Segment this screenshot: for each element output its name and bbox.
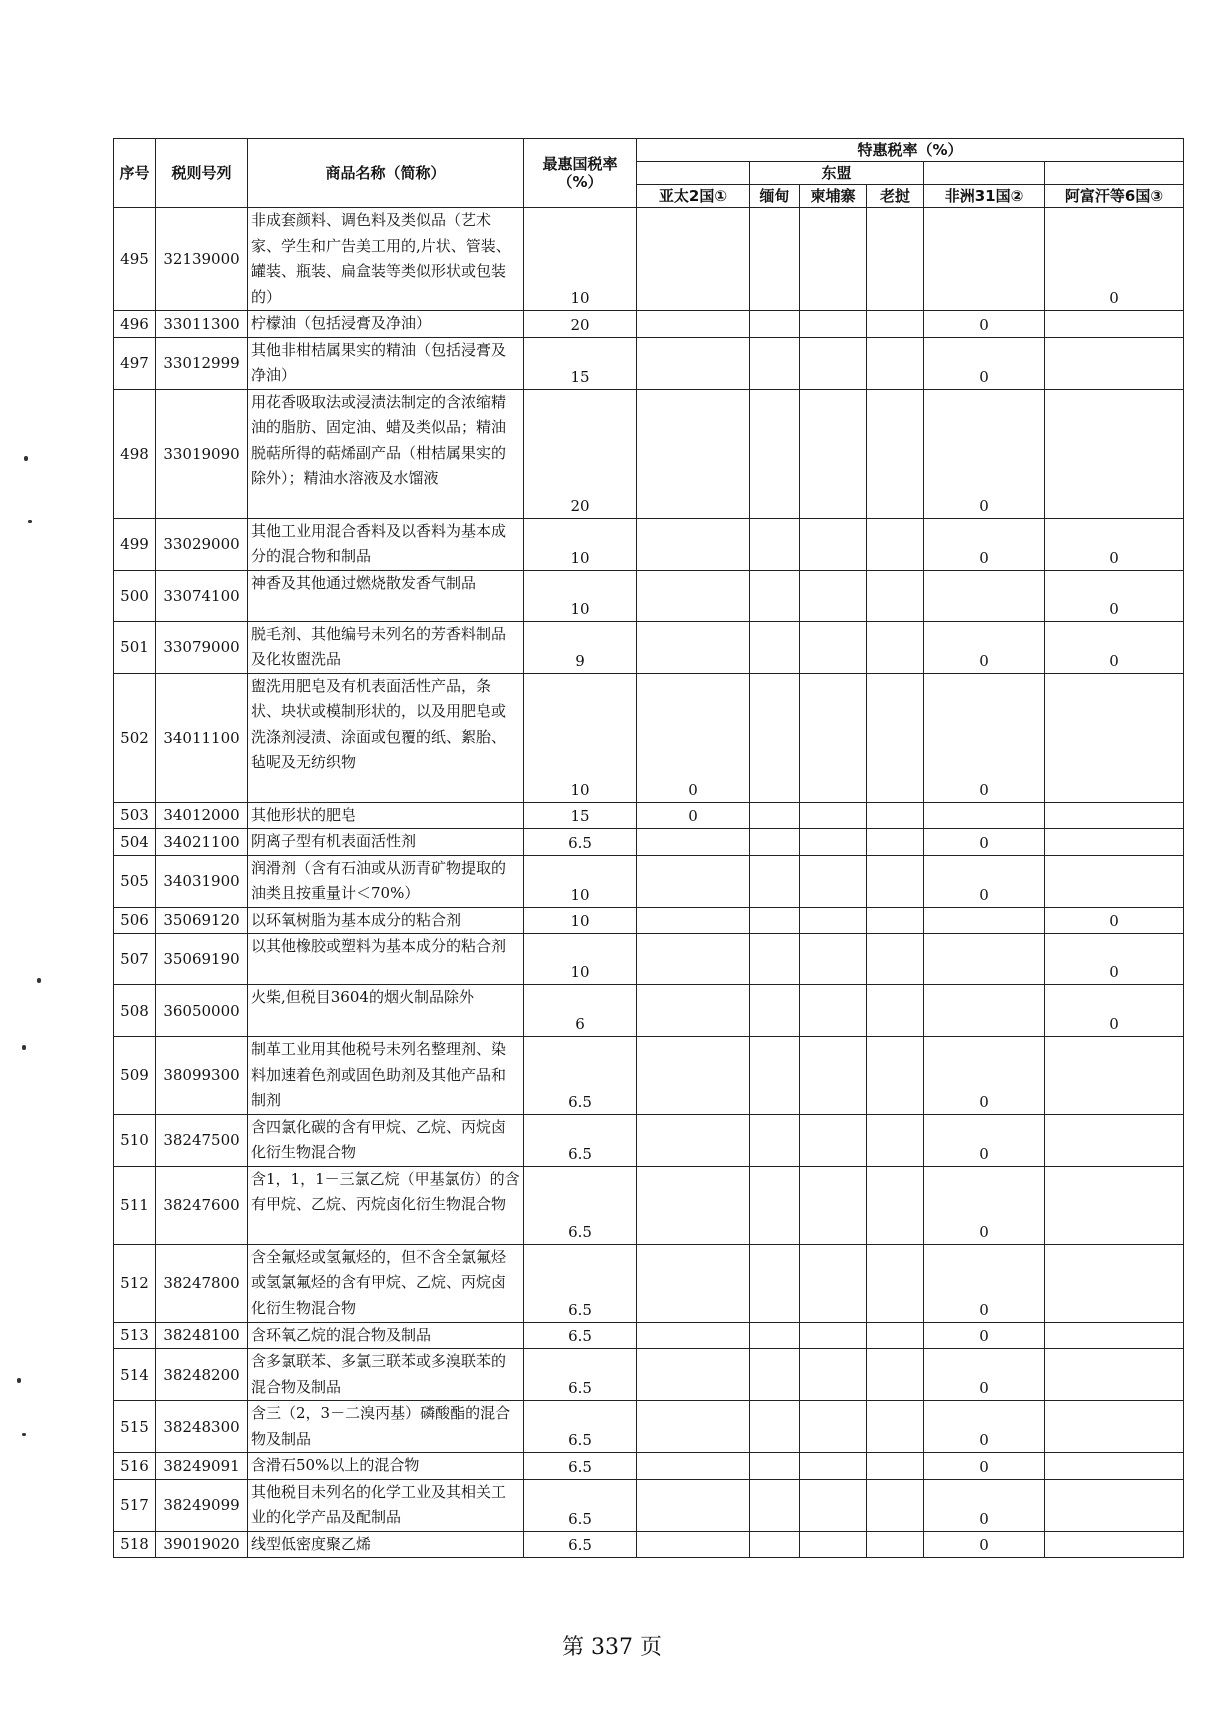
myanmar-rate <box>750 337 800 389</box>
table-row <box>114 673 1184 802</box>
myanmar-rate <box>750 1531 800 1558</box>
myanmar-rate <box>750 1401 800 1453</box>
apta-rate <box>637 1037 750 1115</box>
laos-rate <box>867 621 924 673</box>
product-name: 含滑石50%以上的混合物 <box>248 1453 524 1480</box>
mfn-rate: 6.5 <box>524 829 637 856</box>
mfn-rate: 9 <box>524 621 637 673</box>
table-row <box>114 570 1184 621</box>
row-number: 516 <box>114 1453 156 1480</box>
row-number: 511 <box>114 1166 156 1244</box>
cambodia-rate <box>800 1322 867 1349</box>
africa31-rate <box>924 907 1045 934</box>
apta-rate: 0 <box>637 802 750 829</box>
tariff-code: 38248100 <box>156 1322 248 1349</box>
afghanistan6-rate: 0 <box>1045 570 1184 621</box>
table-row <box>114 802 1184 829</box>
table-row <box>114 985 1184 1037</box>
row-number: 502 <box>114 673 156 802</box>
mfn-rate: 15 <box>524 802 637 829</box>
afghanistan6-rate <box>1045 1401 1184 1453</box>
tariff-code: 34031900 <box>156 855 248 907</box>
myanmar-rate <box>750 934 800 985</box>
laos-rate <box>867 829 924 856</box>
product-name: 含四氯化碳的含有甲烷、乙烷、丙烷卤化衍生物混合物 <box>248 1114 524 1166</box>
mfn-rate: 10 <box>524 673 637 802</box>
tariff-table <box>113 138 1184 1558</box>
row-number: 512 <box>114 1244 156 1322</box>
laos-rate <box>867 907 924 934</box>
apta-rate <box>637 1244 750 1322</box>
africa31-rate: 0 <box>924 829 1045 856</box>
mfn-rate: 6.5 <box>524 1531 637 1558</box>
laos-rate <box>867 855 924 907</box>
myanmar-rate <box>750 570 800 621</box>
afghanistan6-rate <box>1045 389 1184 518</box>
apta-rate <box>637 621 750 673</box>
laos-rate <box>867 337 924 389</box>
laos-rate <box>867 1453 924 1480</box>
africa31-rate: 0 <box>924 337 1045 389</box>
mfn-rate: 10 <box>524 570 637 621</box>
africa31-rate <box>924 570 1045 621</box>
apta-rate <box>637 311 750 338</box>
cambodia-rate <box>800 621 867 673</box>
cambodia-rate <box>800 1114 867 1166</box>
africa31-rate: 0 <box>924 518 1045 570</box>
header-col-cambodia: 柬埔寨 <box>800 185 867 208</box>
afghanistan6-rate: 0 <box>1045 907 1184 934</box>
afghanistan6-rate <box>1045 1114 1184 1166</box>
product-name: 火柴,但税目3604的烟火制品除外 <box>248 985 524 1037</box>
apta-rate <box>637 1453 750 1480</box>
header-mfn: 最惠国税率 （%） <box>524 139 637 208</box>
myanmar-rate <box>750 1166 800 1244</box>
mfn-rate: 6.5 <box>524 1166 637 1244</box>
mfn-rate: 10 <box>524 208 637 311</box>
myanmar-rate <box>750 985 800 1037</box>
cambodia-rate <box>800 855 867 907</box>
scan-speck <box>37 978 41 983</box>
myanmar-rate <box>750 208 800 311</box>
row-number: 515 <box>114 1401 156 1453</box>
afghanistan6-rate <box>1045 1322 1184 1349</box>
afghanistan6-rate <box>1045 1349 1184 1401</box>
africa31-rate: 0 <box>924 621 1045 673</box>
cambodia-rate <box>800 934 867 985</box>
tariff-code: 33019090 <box>156 389 248 518</box>
product-name: 其他工业用混合香料及以香料为基本成分的混合物和制品 <box>248 518 524 570</box>
myanmar-rate <box>750 621 800 673</box>
product-name: 非成套颜料、调色料及类似品（艺术家、学生和广告美工用的,片状、管装、罐装、瓶装、扁盒装等类似形状或包装的） <box>248 208 524 311</box>
africa31-rate <box>924 985 1045 1037</box>
cambodia-rate <box>800 1401 867 1453</box>
apta-rate <box>637 1166 750 1244</box>
tariff-code: 33029000 <box>156 518 248 570</box>
product-name: 其他非柑桔属果实的精油（包括浸膏及净油） <box>248 337 524 389</box>
mfn-rate: 10 <box>524 934 637 985</box>
tariff-code: 33012999 <box>156 337 248 389</box>
header-seq: 序号 <box>114 139 156 208</box>
afghanistan6-rate: 0 <box>1045 208 1184 311</box>
africa31-rate: 0 <box>924 311 1045 338</box>
table-row <box>114 1037 1184 1115</box>
product-name: 线型低密度聚乙烯 <box>248 1531 524 1558</box>
product-name: 神香及其他通过燃烧散发香气制品 <box>248 570 524 621</box>
tariff-code: 38249099 <box>156 1479 248 1531</box>
header-asean: 东盟 <box>750 162 924 185</box>
row-number: 497 <box>114 337 156 389</box>
laos-rate <box>867 389 924 518</box>
product-name: 以其他橡胶或塑料为基本成分的粘合剂 <box>248 934 524 985</box>
myanmar-rate <box>750 389 800 518</box>
table-header <box>114 139 1184 208</box>
myanmar-rate <box>750 802 800 829</box>
apta-rate <box>637 1531 750 1558</box>
row-number: 506 <box>114 907 156 934</box>
mfn-rate: 6 <box>524 985 637 1037</box>
product-name: 含1，1，1－三氯乙烷（甲基氯仿）的含有甲烷、乙烷、丙烷卤化衍生物混合物 <box>248 1166 524 1244</box>
row-number: 513 <box>114 1322 156 1349</box>
mfn-rate: 20 <box>524 389 637 518</box>
myanmar-rate <box>750 1244 800 1322</box>
scan-speck <box>17 1378 21 1383</box>
apta-rate <box>637 1349 750 1401</box>
mfn-rate: 6.5 <box>524 1114 637 1166</box>
mfn-rate: 10 <box>524 907 637 934</box>
africa31-rate <box>924 802 1045 829</box>
row-number: 508 <box>114 985 156 1037</box>
apta-rate <box>637 855 750 907</box>
header-col-apta: 亚太2国① <box>637 185 750 208</box>
afghanistan6-rate <box>1045 855 1184 907</box>
tariff-code: 38247800 <box>156 1244 248 1322</box>
row-number: 517 <box>114 1479 156 1531</box>
table-row <box>114 1349 1184 1401</box>
myanmar-rate <box>750 311 800 338</box>
africa31-rate: 0 <box>924 1531 1045 1558</box>
myanmar-rate <box>750 1479 800 1531</box>
tariff-code: 33074100 <box>156 570 248 621</box>
cambodia-rate <box>800 985 867 1037</box>
cambodia-rate <box>800 208 867 311</box>
table-row <box>114 1166 1184 1244</box>
africa31-rate: 0 <box>924 1244 1045 1322</box>
tariff-code: 38247500 <box>156 1114 248 1166</box>
cambodia-rate <box>800 1531 867 1558</box>
tariff-code: 35069120 <box>156 907 248 934</box>
header-code: 税则号列 <box>156 139 248 208</box>
laos-rate <box>867 1322 924 1349</box>
africa31-rate: 0 <box>924 855 1045 907</box>
africa31-rate: 0 <box>924 1166 1045 1244</box>
laos-rate <box>867 985 924 1037</box>
tariff-code: 36050000 <box>156 985 248 1037</box>
row-number: 504 <box>114 829 156 856</box>
mfn-rate: 10 <box>524 855 637 907</box>
tariff-code: 38247600 <box>156 1166 248 1244</box>
tariff-code: 34011100 <box>156 673 248 802</box>
laos-rate <box>867 1114 924 1166</box>
row-number: 518 <box>114 1531 156 1558</box>
mfn-rate: 15 <box>524 337 637 389</box>
header-special: 特惠税率（%） <box>637 139 1184 162</box>
scan-speck <box>24 456 28 461</box>
laos-rate <box>867 1401 924 1453</box>
afghanistan6-rate: 0 <box>1045 985 1184 1037</box>
laos-rate <box>867 1037 924 1115</box>
africa31-rate <box>924 208 1045 311</box>
header-col-laos: 老挝 <box>867 185 924 208</box>
mfn-rate: 6.5 <box>524 1244 637 1322</box>
myanmar-rate <box>750 1453 800 1480</box>
tariff-code: 39019020 <box>156 1531 248 1558</box>
scan-speck <box>28 520 32 523</box>
table-row <box>114 934 1184 985</box>
product-name: 其他形状的肥皂 <box>248 802 524 829</box>
table-row <box>114 311 1184 338</box>
afghanistan6-rate <box>1045 311 1184 338</box>
table-row <box>114 621 1184 673</box>
tariff-code: 33011300 <box>156 311 248 338</box>
africa31-rate: 0 <box>924 1037 1045 1115</box>
tariff-code: 34021100 <box>156 829 248 856</box>
table-row <box>114 1401 1184 1453</box>
afghanistan6-rate <box>1045 802 1184 829</box>
laos-rate <box>867 1531 924 1558</box>
product-name: 阴离子型有机表面活性剂 <box>248 829 524 856</box>
cambodia-rate <box>800 802 867 829</box>
header-col-myanmar: 缅甸 <box>750 185 800 208</box>
tariff-code: 35069190 <box>156 934 248 985</box>
product-name: 以环氧树脂为基本成分的粘合剂 <box>248 907 524 934</box>
tariff-code: 33079000 <box>156 621 248 673</box>
africa31-rate: 0 <box>924 1114 1045 1166</box>
table-row <box>114 337 1184 389</box>
afghanistan6-rate: 0 <box>1045 621 1184 673</box>
myanmar-rate <box>750 907 800 934</box>
product-name: 润滑剂（含有石油或从沥青矿物提取的油类且按重量计＜70%） <box>248 855 524 907</box>
laos-rate <box>867 1244 924 1322</box>
africa31-rate: 0 <box>924 1322 1045 1349</box>
afghanistan6-rate <box>1045 1453 1184 1480</box>
product-name: 制革工业用其他税号未列名整理剂、染料加速着色剂或固色助剂及其他产品和制剂 <box>248 1037 524 1115</box>
scan-speck <box>22 1433 26 1436</box>
table-row <box>114 518 1184 570</box>
row-number: 499 <box>114 518 156 570</box>
afghanistan6-rate: 0 <box>1045 934 1184 985</box>
table-body <box>114 208 1184 1558</box>
cambodia-rate <box>800 1244 867 1322</box>
apta-rate <box>637 934 750 985</box>
table-row <box>114 855 1184 907</box>
africa31-rate: 0 <box>924 1479 1045 1531</box>
row-number: 503 <box>114 802 156 829</box>
mfn-rate: 20 <box>524 311 637 338</box>
product-name: 脱毛剂、其他编号未列名的芳香料制品及化妆盥洗品 <box>248 621 524 673</box>
cambodia-rate <box>800 1349 867 1401</box>
laos-rate <box>867 1479 924 1531</box>
africa31-rate: 0 <box>924 389 1045 518</box>
myanmar-rate <box>750 1114 800 1166</box>
laos-rate <box>867 208 924 311</box>
mfn-rate: 6.5 <box>524 1037 637 1115</box>
row-number: 514 <box>114 1349 156 1401</box>
africa31-rate <box>924 934 1045 985</box>
row-number: 501 <box>114 621 156 673</box>
apta-rate <box>637 1114 750 1166</box>
apta-rate <box>637 1322 750 1349</box>
row-number: 509 <box>114 1037 156 1115</box>
afghanistan6-rate <box>1045 1479 1184 1531</box>
table-row <box>114 1479 1184 1531</box>
cambodia-rate <box>800 570 867 621</box>
table-row <box>114 1114 1184 1166</box>
table-row <box>114 208 1184 311</box>
scan-speck <box>22 1045 26 1050</box>
africa31-rate: 0 <box>924 1401 1045 1453</box>
laos-rate <box>867 570 924 621</box>
page-number: 第 337 页 <box>562 1635 662 1660</box>
myanmar-rate <box>750 673 800 802</box>
product-name: 盥洗用肥皂及有机表面活性产品，条状、块状或模制形状的，以及用肥皂或洗涤剂浸渍、涂面或包覆的纸、絮胎、毡呢及无纺织物 <box>248 673 524 802</box>
afghanistan6-rate: 0 <box>1045 518 1184 570</box>
row-number: 498 <box>114 389 156 518</box>
myanmar-rate <box>750 518 800 570</box>
apta-rate <box>637 907 750 934</box>
apta-rate <box>637 985 750 1037</box>
apta-rate <box>637 570 750 621</box>
header-name: 商品名称（简称） <box>248 139 524 208</box>
mfn-rate: 10 <box>524 518 637 570</box>
myanmar-rate <box>750 829 800 856</box>
myanmar-rate <box>750 1037 800 1115</box>
product-name: 其他税目未列名的化学工业及其相关工业的化学产品及配制品 <box>248 1479 524 1531</box>
apta-rate <box>637 208 750 311</box>
laos-rate <box>867 673 924 802</box>
apta-rate: 0 <box>637 673 750 802</box>
product-name: 含环氧乙烷的混合物及制品 <box>248 1322 524 1349</box>
row-number: 500 <box>114 570 156 621</box>
header-col-africa31: 非洲31国② <box>924 185 1045 208</box>
row-number: 496 <box>114 311 156 338</box>
cambodia-rate <box>800 337 867 389</box>
product-name: 用花香吸取法或浸渍法制定的含浓缩精油的脂肪、固定油、蜡及类似品；精油脱萜所得的萜烯副产品（柑桔属果实的除外）；精油水溶液及水馏液 <box>248 389 524 518</box>
cambodia-rate <box>800 907 867 934</box>
apta-rate <box>637 518 750 570</box>
afghanistan6-rate <box>1045 829 1184 856</box>
header-col-afghanistan6: 阿富汗等6国③ <box>1045 185 1184 208</box>
table-row <box>114 1322 1184 1349</box>
apta-rate <box>637 829 750 856</box>
mfn-rate: 6.5 <box>524 1479 637 1531</box>
afghanistan6-rate <box>1045 337 1184 389</box>
apta-rate <box>637 337 750 389</box>
cambodia-rate <box>800 829 867 856</box>
cambodia-rate <box>800 518 867 570</box>
afghanistan6-rate <box>1045 1037 1184 1115</box>
product-name: 含多氯联苯、多氯三联苯或多溴联苯的混合物及制品 <box>248 1349 524 1401</box>
cambodia-rate <box>800 1166 867 1244</box>
row-number: 507 <box>114 934 156 985</box>
apta-rate <box>637 389 750 518</box>
product-name: 柠檬油（包括浸膏及净油） <box>248 311 524 338</box>
cambodia-rate <box>800 1479 867 1531</box>
laos-rate <box>867 1349 924 1401</box>
cambodia-rate <box>800 1037 867 1115</box>
cambodia-rate <box>800 389 867 518</box>
laos-rate <box>867 1166 924 1244</box>
cambodia-rate <box>800 311 867 338</box>
product-name: 含三（2，3－二溴丙基）磷酸酯的混合物及制品 <box>248 1401 524 1453</box>
table-row <box>114 907 1184 934</box>
table-row <box>114 1531 1184 1558</box>
tariff-code: 38248200 <box>156 1349 248 1401</box>
row-number: 495 <box>114 208 156 311</box>
afghanistan6-rate <box>1045 1244 1184 1322</box>
cambodia-rate <box>800 673 867 802</box>
row-number: 505 <box>114 855 156 907</box>
table-row <box>114 1244 1184 1322</box>
product-name: 含全氟烃或氢氟烃的，但不含全氯氟烃或氢氯氟烃的含有甲烷、乙烷、丙烷卤化衍生物混合物 <box>248 1244 524 1322</box>
afghanistan6-rate <box>1045 673 1184 802</box>
myanmar-rate <box>750 855 800 907</box>
afghanistan6-rate <box>1045 1166 1184 1244</box>
mfn-rate: 6.5 <box>524 1322 637 1349</box>
afghanistan6-rate <box>1045 1531 1184 1558</box>
laos-rate <box>867 311 924 338</box>
table-row <box>114 829 1184 856</box>
laos-rate <box>867 934 924 985</box>
mfn-rate: 6.5 <box>524 1349 637 1401</box>
laos-rate <box>867 802 924 829</box>
apta-rate <box>637 1479 750 1531</box>
myanmar-rate <box>750 1349 800 1401</box>
cambodia-rate <box>800 1453 867 1480</box>
mfn-rate: 6.5 <box>524 1453 637 1480</box>
africa31-rate: 0 <box>924 1453 1045 1480</box>
tariff-code: 38248300 <box>156 1401 248 1453</box>
table-row <box>114 1453 1184 1480</box>
apta-rate <box>637 1401 750 1453</box>
laos-rate <box>867 518 924 570</box>
row-number: 510 <box>114 1114 156 1166</box>
myanmar-rate <box>750 1322 800 1349</box>
tariff-code: 34012000 <box>156 802 248 829</box>
tariff-code: 38249091 <box>156 1453 248 1480</box>
tariff-code: 38099300 <box>156 1037 248 1115</box>
mfn-rate: 6.5 <box>524 1401 637 1453</box>
africa31-rate: 0 <box>924 1349 1045 1401</box>
africa31-rate: 0 <box>924 673 1045 802</box>
tariff-code: 32139000 <box>156 208 248 311</box>
table-row <box>114 389 1184 518</box>
